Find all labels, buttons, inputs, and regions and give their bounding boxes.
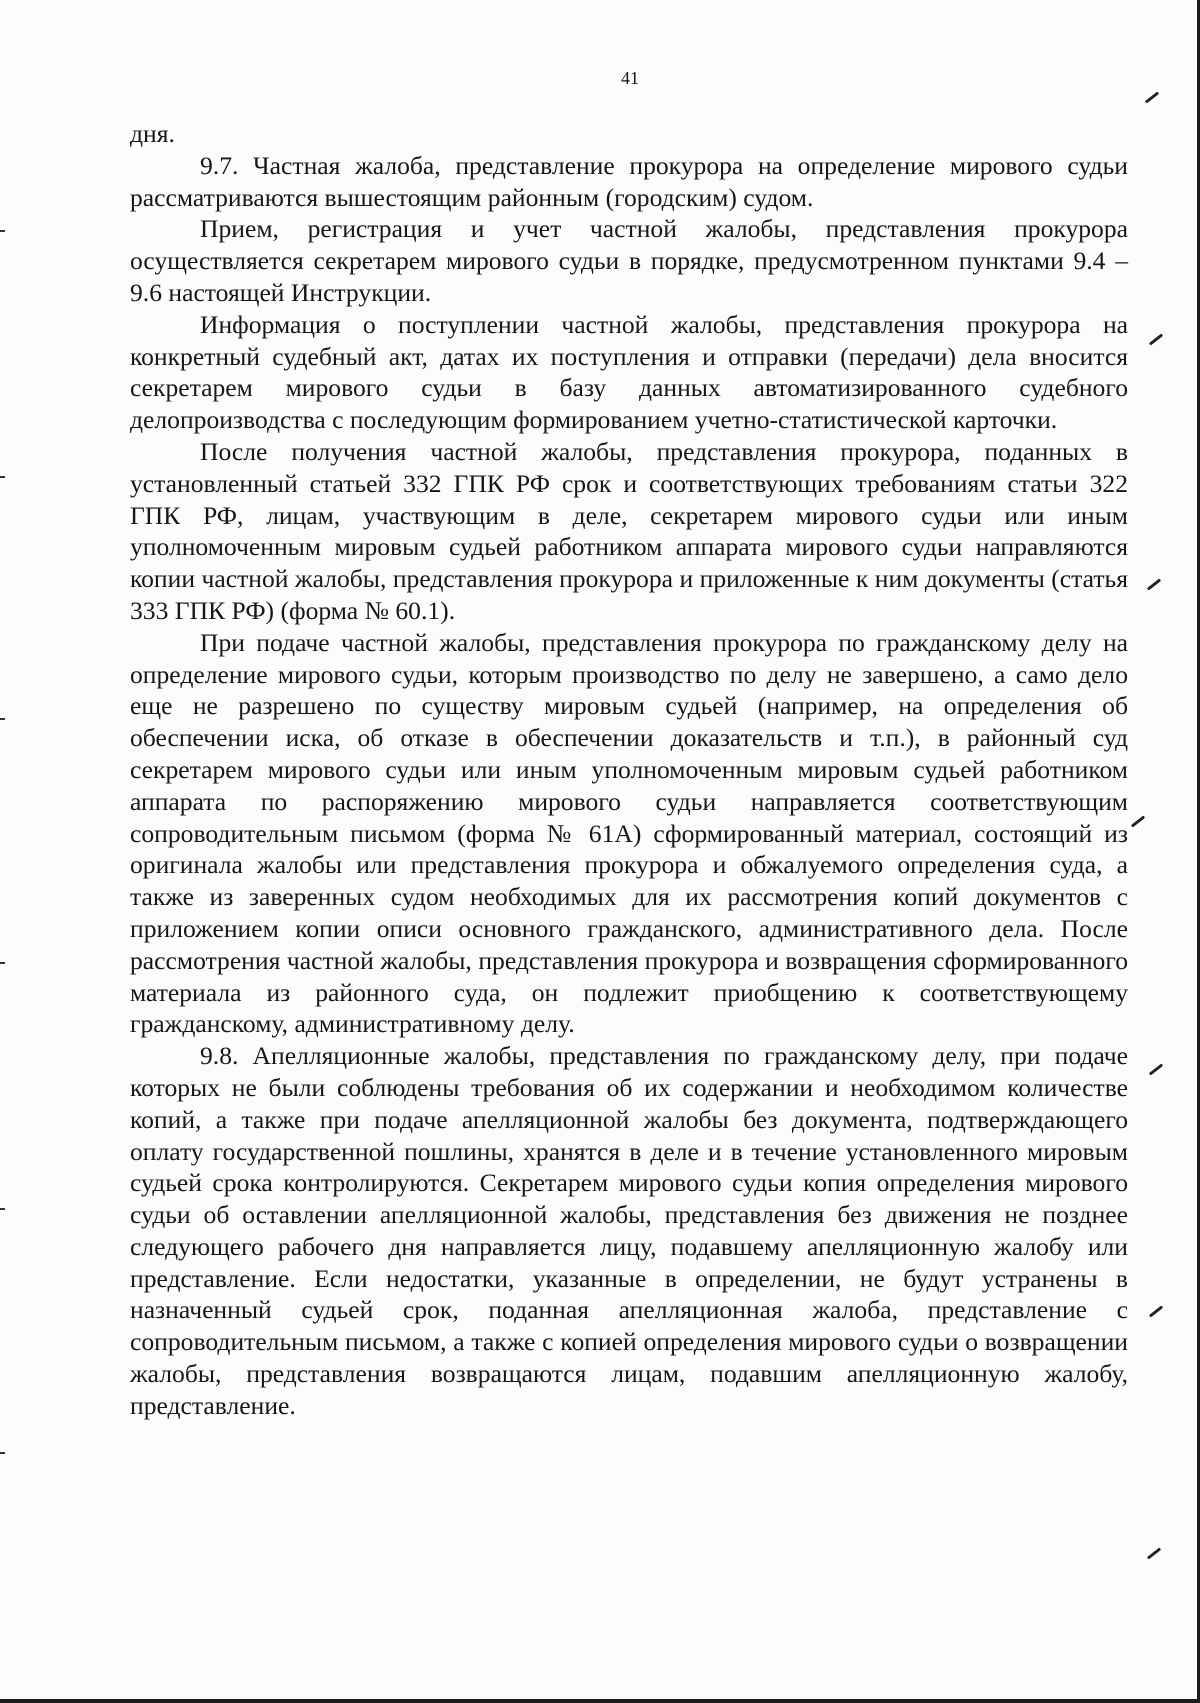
paragraph-copies: После получения частной жалобы, представления прокурора, поданных в установленный статьей 332 ГПК РФ срок и соответствующих требованиям статьи 322 ГПК РФ, лицам, участвующим в деле, секретарем мирового судьи или иным уполномоченным мировым судьей работником аппарата мирового судьи направляются копии частной жалобы, представления прокурора и приложенные к ним документы (статья 333 ГПК РФ) (форма № 60.1). [130,436,1128,625]
margin-mark [1147,1547,1161,1559]
margin-mark [1149,333,1163,345]
scan-tick [0,476,5,478]
paragraph-registration: Прием, регистрация и учет частной жалобы, представления прокурора осуществляется секретарем мирового судьи в порядке, предусмотренном пунктами 9.4 – 9.6 настоящей Инструкции. [130,214,1128,307]
scan-tick [0,1452,5,1454]
paragraph-continuation: дня. [130,119,175,148]
paragraph-9-8: 9.8. Апелляционные жалобы, представления по гражданскому делу, при подаче которых не были соблюдены требования об их содержании и необходимом количестве копий, а также при подаче апелляционной жалобы без документа, подтверждающего оплату государственной пошлины, хранятся в деле и в течение установленного мировым судьей срока контролируются. Секретарем мирового судьи копия определения мирового судьи об оставлении апелляционной жалобы, представления без движения не позднее следующего рабочего дня направляется лицу, подавшему апелляционную жалобу или представление. Если недостатки, указанные в определении, не будут устранены в назначенный судьей срок, поданная апелляционная жалоба, представление с сопроводительным письмом, а также с копией определения мирового судьи о возвращении жалобы, представления возвращаются лицам, подавшим апелляционную жалобу, представление. [130,1041,1128,1420]
scan-edge-bottom [0,1699,1200,1703]
margin-mark [1149,1305,1163,1317]
paragraph-9-7: 9.7. Частная жалоба, представление прокурора на определение мирового судьи рассматриваются вышестоящим районным (городским) судом. [130,150,1128,212]
paragraph-submission: При подаче частной жалобы, представления прокурора по гражданскому делу на определение мирового судьи, которым производство по делу не завершено, а само дело еще не разрешено по существу мировым судьей (например, на определения об обеспечении иска, об отказе в обеспечении доказательств и т.п.), в районный суд секретарем мирового судьи или иным уполномоченным мировым судьей работником аппарата по распоряжению мирового судьи направляется соответствующим сопроводительным письмом (форма № 61А) сформированный материал, состоящий из оригинала жалобы или представления прокурора и обжалуемого определения суда, а также из заверенных судом необходимых для их рассмотрения копий документов с приложением копии описи основного гражданского, административного дела. После рассмотрения частной жалобы, представления прокурора и возвращения сформированного материала из районного суда, он подлежит приобщению к соответствующему гражданскому, административному делу. [130,627,1128,1039]
margin-mark [1149,1063,1163,1075]
scan-tick [0,962,5,964]
scan-tick [0,718,5,720]
margin-mark [1145,91,1159,103]
margin-mark [1131,815,1145,827]
scan-tick [0,230,5,232]
scan-tick [0,1208,5,1210]
page-number: 41 [621,68,639,88]
document-body [130,118,1128,1422]
paragraph-information: Информация о поступлении частной жалобы, представления прокурора на конкретный судебный акт, датах их поступления и отправки (передачи) дела вносится секретарем мирового судьи в базу данных автоматизированного судебного делопроизводства с последующим формированием учетно-статистической карточки. [130,309,1128,435]
margin-mark [1147,578,1161,590]
